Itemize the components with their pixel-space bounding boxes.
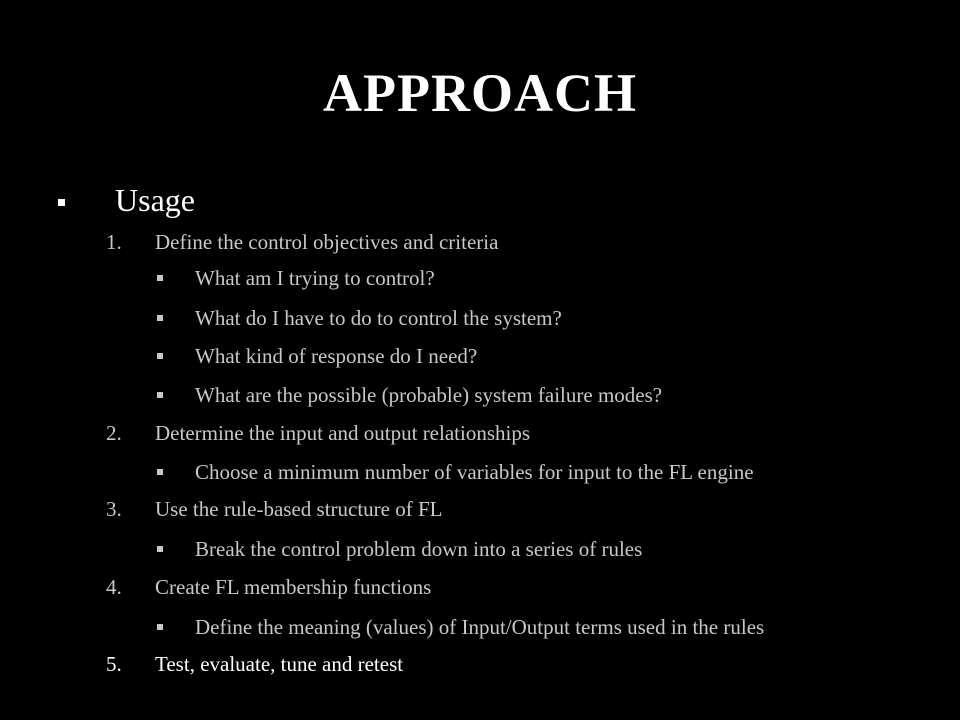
step-3-number: 3. <box>106 497 122 521</box>
top-bullet-label: Usage <box>115 182 195 218</box>
step-1-number: 1. <box>106 230 122 254</box>
step-2-text: Determine the input and output relationships <box>155 421 531 445</box>
square-bullet-icon <box>157 469 163 475</box>
step-4-number: 4. <box>106 575 122 599</box>
square-bullet-icon <box>157 353 163 359</box>
step-4-text: Create FL membership functions <box>155 575 432 599</box>
step-3-subitem-1: Break the control problem down into a series of rules <box>195 537 643 561</box>
square-bullet-icon <box>157 275 163 281</box>
square-bullet-icon <box>157 315 163 321</box>
step-2-subitem-1: Choose a minimum number of variables for input to the FL engine <box>195 460 754 484</box>
square-bullet-icon <box>157 624 163 630</box>
step-1-subitem-3: What kind of response do I need? <box>195 344 478 368</box>
step-1-subitem-2: What do I have to do to control the system? <box>195 306 562 330</box>
square-bullet-icon <box>58 199 65 206</box>
step-5-text: Test, evaluate, tune and retest <box>155 652 404 676</box>
step-3-text: Use the rule-based structure of FL <box>155 497 443 521</box>
square-bullet-icon <box>157 392 163 398</box>
step-5-number: 5. <box>106 652 122 676</box>
slide-title: APPROACH <box>323 63 637 123</box>
step-2-number: 2. <box>106 421 122 445</box>
square-bullet-icon <box>157 546 163 552</box>
step-1-subitem-4: What are the possible (probable) system failure modes? <box>195 383 663 407</box>
step-1-text: Define the control objectives and criteria <box>155 230 499 254</box>
step-4-subitem-1: Define the meaning (values) of Input/Output terms used in the rules <box>195 615 765 639</box>
step-1-subitem-1: What am I trying to control? <box>195 266 435 290</box>
